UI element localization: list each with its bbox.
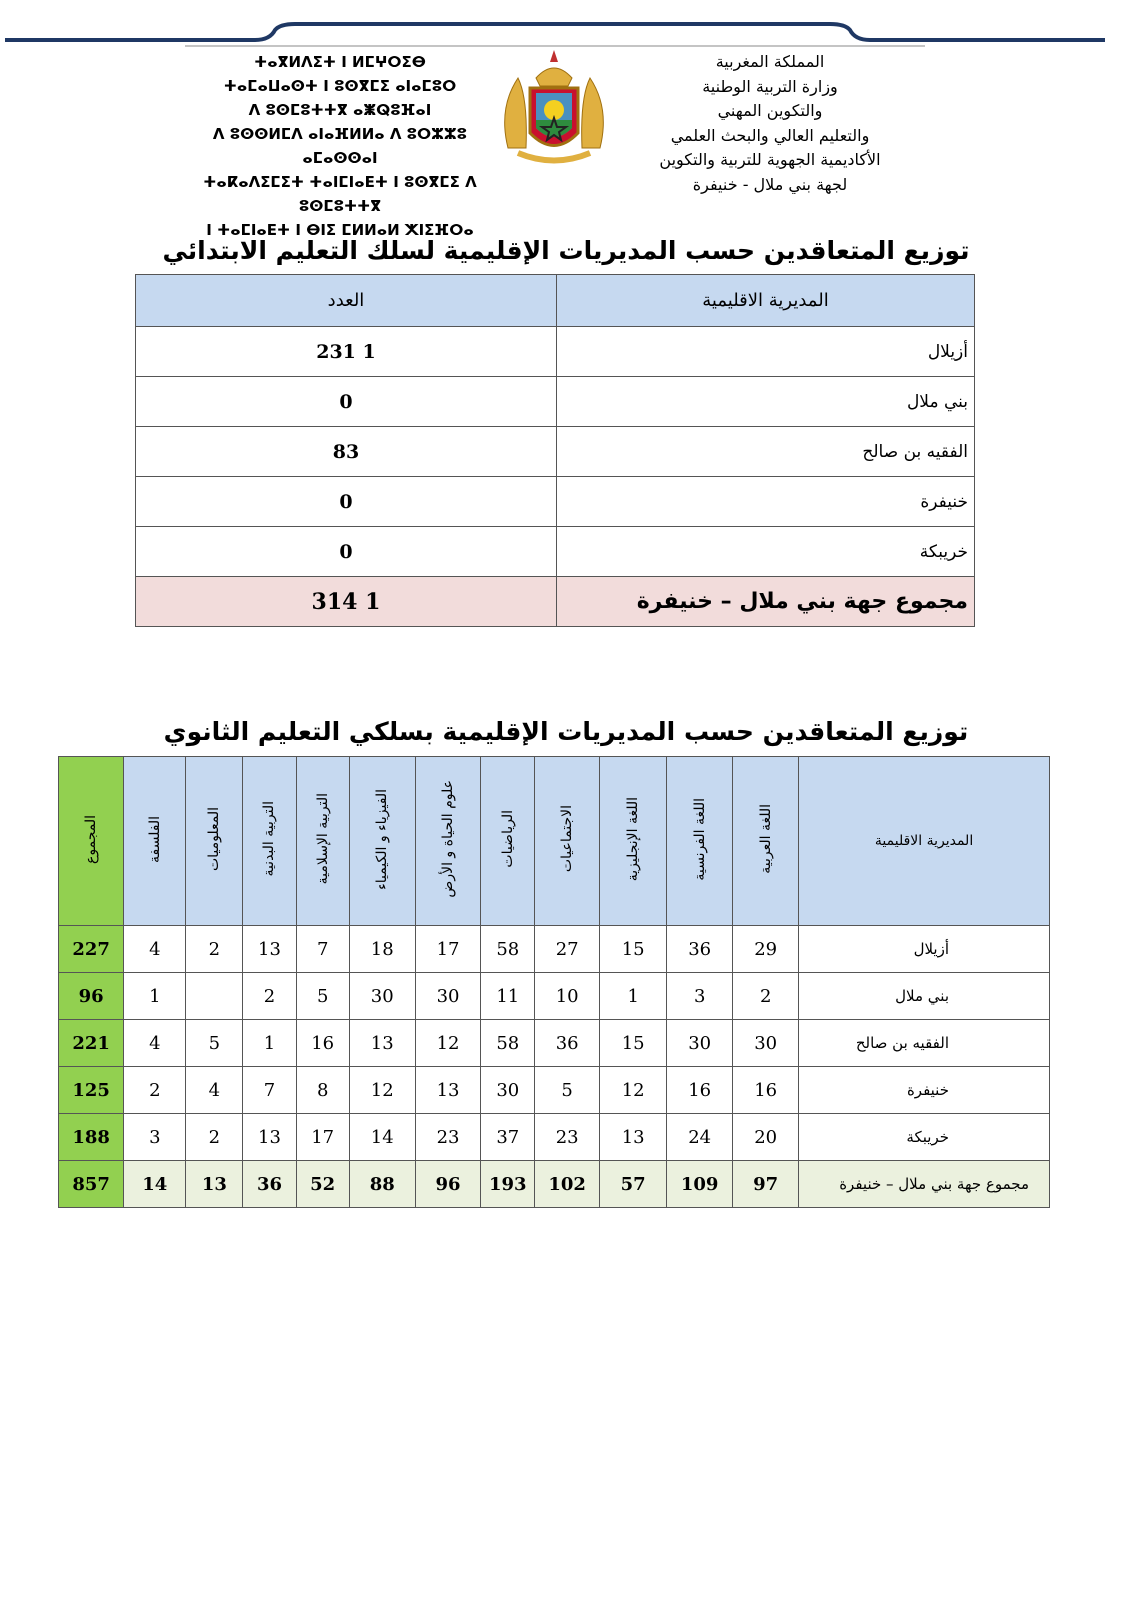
value-cell: [186, 973, 243, 1020]
value-cell: 58: [481, 926, 535, 973]
total-cell: 857: [59, 1161, 124, 1208]
directorate-cell: بني ملال: [799, 973, 1050, 1020]
directorate-cell: خنيفرة: [557, 477, 975, 527]
value-cell: 13: [349, 1020, 415, 1067]
tifinagh-line: ⵏ ⵜⴰⵎⵏⴰⴹⵜ ⵏ ⴱⵏⵉ ⵎⵍⵍⴰⵍ ⵅⵏⵉⴼⵔⴰ: [206, 221, 474, 239]
value-cell: 36: [535, 1020, 600, 1067]
value-cell: 97: [733, 1161, 799, 1208]
value-cell: 5: [186, 1020, 243, 1067]
total-cell: 96: [59, 973, 124, 1020]
directorate-cell: الفقيه بن صالح: [557, 427, 975, 477]
value-cell: 2: [186, 1114, 243, 1161]
column-header-label: الفيزياء و الكيمياء: [374, 788, 391, 890]
secondary-contracts-table: [58, 756, 1050, 1208]
value-cell: 13: [243, 1114, 296, 1161]
value-cell: 96: [415, 1161, 481, 1208]
value-cell: 27: [535, 926, 600, 973]
directorate-cell: خريبكة: [799, 1114, 1050, 1161]
value-cell: 3: [124, 1114, 186, 1161]
column-header: [667, 757, 733, 926]
count-cell: 1 231: [136, 327, 557, 377]
column-header-count: العدد: [136, 275, 557, 327]
count-cell: 1 314: [136, 577, 557, 627]
coat-of-arms-emblem: [498, 48, 610, 170]
tifinagh-header: [180, 50, 500, 242]
column-header-label: اللغة الفرنسية: [691, 797, 708, 881]
value-cell: 1: [243, 1020, 296, 1067]
table-row: [59, 1114, 1050, 1161]
column-header-label: الاجتماعيات: [559, 805, 576, 873]
table-row: [136, 527, 975, 577]
value-cell: 23: [535, 1114, 600, 1161]
column-header-label: التربية الإسلامية: [314, 793, 331, 885]
value-cell: 13: [243, 926, 296, 973]
arabic-header-line: لجهة بني ملال - خنيفرة: [692, 174, 848, 194]
tifinagh-line: ⴷ ⵓⵙⵙⵍⵎⴷ ⴰⵏⴰⴼⵍⵍⴰ ⴷ ⵓⵔⵣⵣⵓ ⴰⵎⴰⵙⵙⴰⵏ: [212, 125, 468, 167]
arabic-header-line: الأكاديمية الجهوية للتربية والتكوين: [659, 150, 881, 169]
value-cell: 58: [481, 1020, 535, 1067]
tifinagh-line: ⴷ ⵓⵙⵎⵓⵜⵜⴳ ⴰⵥⵕⵓⴼⴰⵏ: [248, 101, 432, 119]
value-cell: 3: [667, 973, 733, 1020]
value-cell: 16: [667, 1067, 733, 1114]
column-header-label: المجموع: [83, 814, 100, 864]
column-header-label: الرياضيات: [499, 810, 516, 868]
arabic-header-line: والتعليم العالي والبحث العلمي: [670, 125, 870, 145]
value-cell: 24: [667, 1114, 733, 1161]
value-cell: 13: [415, 1067, 481, 1114]
total-row: [136, 577, 975, 627]
value-cell: 15: [600, 926, 667, 973]
tifinagh-line: ⵜⴰⴳⵍⴷⵉⵜ ⵏ ⵍⵎⵖⵔⵉⴱ: [254, 53, 426, 71]
column-header: المديرية الاقليمية: [799, 757, 1050, 926]
value-cell: 14: [349, 1114, 415, 1161]
column-header: [124, 757, 186, 926]
arabic-header-line: وزارة التربية الوطنية: [702, 76, 838, 96]
primary-table-title: توزيع المتعاقدين حسب المديريات الإقليمية لسلك التعليم الابتدائي: [162, 236, 970, 265]
count-cell: 0: [136, 377, 557, 427]
tifinagh-line: ⵜⴰⴽⴰⴷⵉⵎⵉⵜ ⵜⴰⵏⵎⵏⴰⴹⵜ ⵏ ⵓⵙⴳⵎⵉ ⴷ ⵓⵙⵎⵓⵜⵜⴳ: [203, 173, 477, 215]
count-cell: 0: [136, 477, 557, 527]
value-cell: 52: [296, 1161, 349, 1208]
value-cell: 5: [535, 1067, 600, 1114]
column-header: [243, 757, 296, 926]
column-header: [733, 757, 799, 926]
arabic-header: [610, 50, 930, 197]
value-cell: 4: [124, 1020, 186, 1067]
column-header-label: الفلسفة: [146, 815, 163, 863]
count-cell: 83: [136, 427, 557, 477]
header-decorative-line: [0, 0, 1132, 50]
tifinagh-line: ⵜⴰⵎⴰⵡⴰⵙⵜ ⵏ ⵓⵙⴳⵎⵉ ⴰⵏⴰⵎⵓⵔ: [223, 77, 457, 95]
value-cell: 1: [600, 973, 667, 1020]
table-row: [136, 477, 975, 527]
column-header-label: المعلوميات: [206, 806, 223, 872]
value-cell: 2: [186, 926, 243, 973]
total-cell: 221: [59, 1020, 124, 1067]
value-cell: 23: [415, 1114, 481, 1161]
value-cell: 88: [349, 1161, 415, 1208]
total-cell: 125: [59, 1067, 124, 1114]
value-cell: 109: [667, 1161, 733, 1208]
directorate-cell: خريبكة: [557, 527, 975, 577]
directorate-cell: الفقيه بن صالح: [799, 1020, 1050, 1067]
directorate-cell: مجموع جهة بني ملال – خنيفرة: [799, 1161, 1050, 1208]
column-header-label: التربية البدنية: [261, 801, 278, 877]
column-header: [481, 757, 535, 926]
table-row: [59, 1020, 1050, 1067]
value-cell: 37: [481, 1114, 535, 1161]
value-cell: 7: [243, 1067, 296, 1114]
column-header: [59, 757, 124, 926]
column-header-label: علوم الحياة و الأرض: [440, 780, 457, 898]
primary-contracts-table: [135, 274, 975, 627]
table-row: [59, 973, 1050, 1020]
directorate-cell: مجموع جهة بني ملال – خنيفرة: [557, 577, 975, 627]
table-row: [136, 427, 975, 477]
column-header: [296, 757, 349, 926]
value-cell: 5: [296, 973, 349, 1020]
total-cell: 227: [59, 926, 124, 973]
value-cell: 29: [733, 926, 799, 973]
column-header: [535, 757, 600, 926]
value-cell: 4: [186, 1067, 243, 1114]
value-cell: 30: [481, 1067, 535, 1114]
directorate-cell: أزيلال: [799, 926, 1050, 973]
directorate-cell: بني ملال: [557, 377, 975, 427]
value-cell: 17: [296, 1114, 349, 1161]
value-cell: 12: [600, 1067, 667, 1114]
value-cell: 10: [535, 973, 600, 1020]
table-row: [59, 926, 1050, 973]
value-cell: 193: [481, 1161, 535, 1208]
value-cell: 13: [600, 1114, 667, 1161]
total-cell: 188: [59, 1114, 124, 1161]
value-cell: 11: [481, 973, 535, 1020]
value-cell: 30: [349, 973, 415, 1020]
value-cell: 102: [535, 1161, 600, 1208]
value-cell: 2: [124, 1067, 186, 1114]
value-cell: 14: [124, 1161, 186, 1208]
column-header: [349, 757, 415, 926]
column-header: [415, 757, 481, 926]
value-cell: 2: [243, 973, 296, 1020]
column-header-label: اللغة العربية: [757, 804, 774, 874]
column-header: [600, 757, 667, 926]
value-cell: 20: [733, 1114, 799, 1161]
value-cell: 18: [349, 926, 415, 973]
value-cell: 13: [186, 1161, 243, 1208]
count-cell: 0: [136, 527, 557, 577]
arabic-header-line: والتكوين المهني: [717, 101, 823, 120]
column-header: [186, 757, 243, 926]
value-cell: 16: [733, 1067, 799, 1114]
total-row: [59, 1161, 1050, 1208]
table-row: [136, 327, 975, 377]
value-cell: 12: [415, 1020, 481, 1067]
directorate-cell: خنيفرة: [799, 1067, 1050, 1114]
value-cell: 12: [349, 1067, 415, 1114]
value-cell: 16: [296, 1020, 349, 1067]
value-cell: 15: [600, 1020, 667, 1067]
value-cell: 30: [415, 973, 481, 1020]
table-row: [136, 377, 975, 427]
value-cell: 36: [243, 1161, 296, 1208]
value-cell: 2: [733, 973, 799, 1020]
directorate-cell: أزيلال: [557, 327, 975, 377]
value-cell: 1: [124, 973, 186, 1020]
value-cell: 57: [600, 1161, 667, 1208]
arabic-header-line: المملكة المغربية: [715, 52, 825, 71]
value-cell: 17: [415, 926, 481, 973]
value-cell: 7: [296, 926, 349, 973]
secondary-table-title: توزيع المتعاقدين حسب المديريات الإقليمية بسلكي التعليم الثانوي: [163, 717, 969, 746]
value-cell: 36: [667, 926, 733, 973]
column-header-directorate: المديرية الاقليمية: [557, 275, 975, 327]
value-cell: 30: [733, 1020, 799, 1067]
table-row: [59, 1067, 1050, 1114]
value-cell: 30: [667, 1020, 733, 1067]
value-cell: 8: [296, 1067, 349, 1114]
value-cell: 4: [124, 926, 186, 973]
column-header-label: اللغة الإنجليزية: [625, 796, 642, 882]
